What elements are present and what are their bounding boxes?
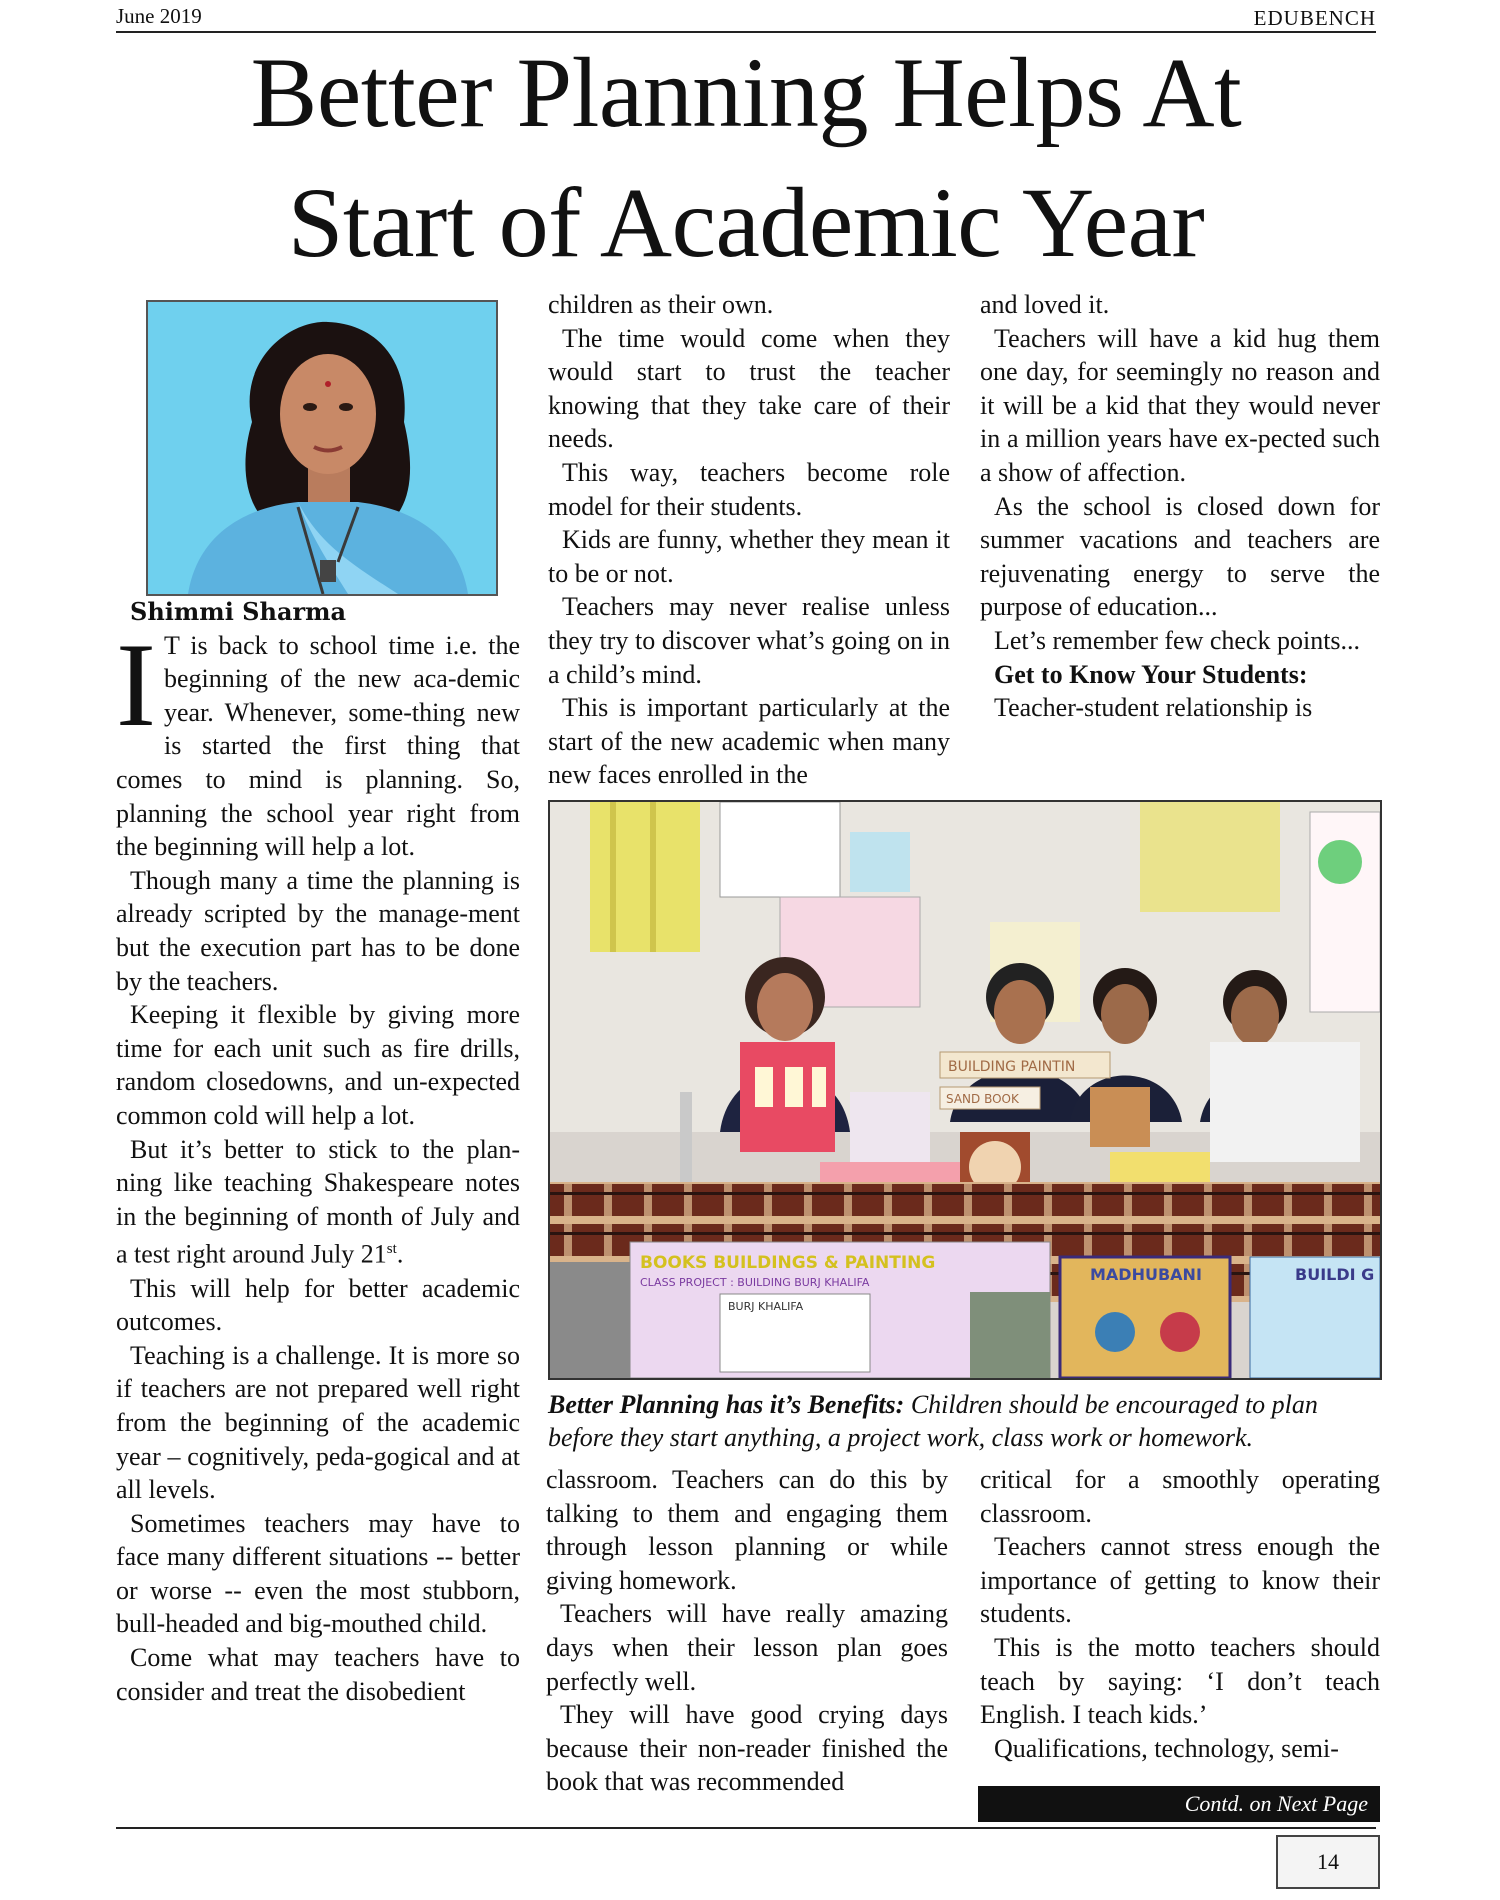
article-paragraph: As the school is closed down for summer vacations and teachers are rejuvenating energy to serve the purpose of education...	[980, 491, 1380, 622]
photo-banner-text: BUILDING PAINTIN	[948, 1059, 1076, 1075]
article-paragraph: The time would come when they would start to trust the teacher knowing that they take care of their needs.	[548, 323, 950, 454]
continued-label: Contd. on Next Page	[978, 1786, 1380, 1822]
article-paragraph: Kids are funny, whether they mean it to be or not.	[548, 525, 950, 588]
article-paragraph: This will help for better academic outcomes.	[116, 1273, 520, 1337]
article-paragraph: They will have good crying days because their non-reader finished the book that was recommended	[546, 1700, 948, 1797]
article-paragraph: Teachers will have really amazing days when their lesson plan goes perfectly well.	[546, 1599, 948, 1696]
article-paragraph: This is important particularly at the start of the new academic when many new faces enrolled in the	[548, 693, 950, 790]
article-paragraph: Qualifications, technology, semi-	[994, 1733, 1339, 1763]
author-portrait-icon	[148, 302, 496, 594]
headline-line-2: Start of Academic Year	[287, 167, 1205, 278]
headline	[116, 28, 1376, 288]
author-photo	[146, 300, 498, 596]
article-paragraph	[116, 617, 520, 864]
article-paragraph	[116, 1133, 520, 1272]
photo-madhubani-text: MADHUBANI	[1090, 1265, 1202, 1284]
article-paragraph: Let’s remember few check points...	[994, 625, 1361, 655]
article-column-3	[980, 288, 1380, 725]
photo-caption	[548, 1388, 1380, 1454]
photo-poster-title: BOOKS BUILDINGS & PAINTING	[640, 1253, 936, 1273]
drop-cap: I	[116, 617, 156, 751]
article-paragraph: Come what may teachers have to consider and treat the disobedient	[116, 1643, 520, 1706]
article-paragraph: classroom. Teachers can do this by talking to them and engaging them through lesson planning or while giving homework.	[546, 1465, 948, 1595]
article-paragraph: This is the motto teachers should teach by saying: ‘I don’t teach English. I teach kids.’	[980, 1632, 1380, 1730]
article-paragraph: Teaching is a challenge. It is more so if teachers are not prepared well right from the beginning of the academic year – cognitively, peda-gogical and at all levels.	[116, 1340, 520, 1505]
caption-lead: Better Planning has it’s Benefits:	[548, 1390, 905, 1419]
article-paragraph: Teacher-student relationship is	[994, 693, 1313, 723]
ordinal-suffix: st	[386, 1241, 397, 1258]
author-byline: Shimmi Sharma	[130, 597, 347, 626]
article-column-2	[548, 288, 950, 792]
photo-poster-subtitle: CLASS PROJECT : BUILDING BURJ KHALIFA	[640, 1276, 870, 1289]
classroom-photo	[548, 800, 1382, 1380]
article-paragraph: critical for a smoothly operating classroom.	[980, 1465, 1380, 1528]
article-paragraph: Teachers may never realise unless they try to discover what’s going on in a child’s mind.	[548, 592, 950, 689]
article-paragraph-text: But it’s better to stick to the plan-ning like teaching Shakespeare notes in the beginning of month of July and a test right around July 21	[116, 1134, 520, 1269]
publication-name: EDUBENCH	[1253, 6, 1376, 30]
article-paragraph: Sometimes teachers may have to face many different situations -- better or worse -- even the most stubborn, bull-headed and big-mouthed child.	[116, 1508, 520, 1639]
article-paragraph: This way, teachers become role model for their students.	[548, 457, 950, 521]
caption-text: Children should be encouraged to plan before they start anything, a project work, class work or homework.	[548, 1390, 1318, 1452]
article-paragraph: Though many a time the planning is already scripted by the manage-ment but the execution part has to be done by the teachers.	[116, 865, 520, 996]
article-paragraph: Teachers will have a kid hug them one day, for seemingly no reason and it will be a kid that they would never in a million years have ex-pected such a show of affection.	[980, 323, 1380, 487]
headline-line-1: Better Planning Helps At	[250, 37, 1242, 148]
photo-building-text: BUILDI G	[1295, 1265, 1375, 1284]
article-paragraph: children as their own.	[548, 290, 774, 319]
photo-sand-card-text: SAND BOOK	[946, 1092, 1019, 1106]
article-paragraph-end: .	[396, 1239, 404, 1269]
page-number: 14	[1276, 1835, 1380, 1889]
article-paragraph-text: T is back to school time i.e. the beginning of the new aca-demic year. Whenever, some-thing new is started the first thing that comes to mind is planning. So, planning the school year right from the beginning will help a lot.	[116, 630, 520, 862]
article-column-3-continued	[980, 1463, 1380, 1765]
section-subheading: Get to Know Your Students:	[994, 659, 1308, 689]
article-paragraph: Teachers cannot stress enough the importance of getting to know their students.	[980, 1532, 1380, 1629]
classroom-project-photo-icon	[550, 802, 1380, 1378]
bottom-rule	[116, 1827, 1376, 1829]
article-paragraph: Keeping it flexible by giving more time for each unit such as fire drills, random closedowns, and un-expected common cold will help a lot.	[116, 1000, 520, 1130]
article-column-2-continued	[546, 1463, 948, 1799]
photo-burj-card-text: BURJ KHALIFA	[728, 1300, 804, 1313]
article-column-1	[116, 595, 520, 1708]
article-paragraph: and loved it.	[980, 290, 1110, 319]
issue-date: June 2019	[116, 4, 202, 28]
